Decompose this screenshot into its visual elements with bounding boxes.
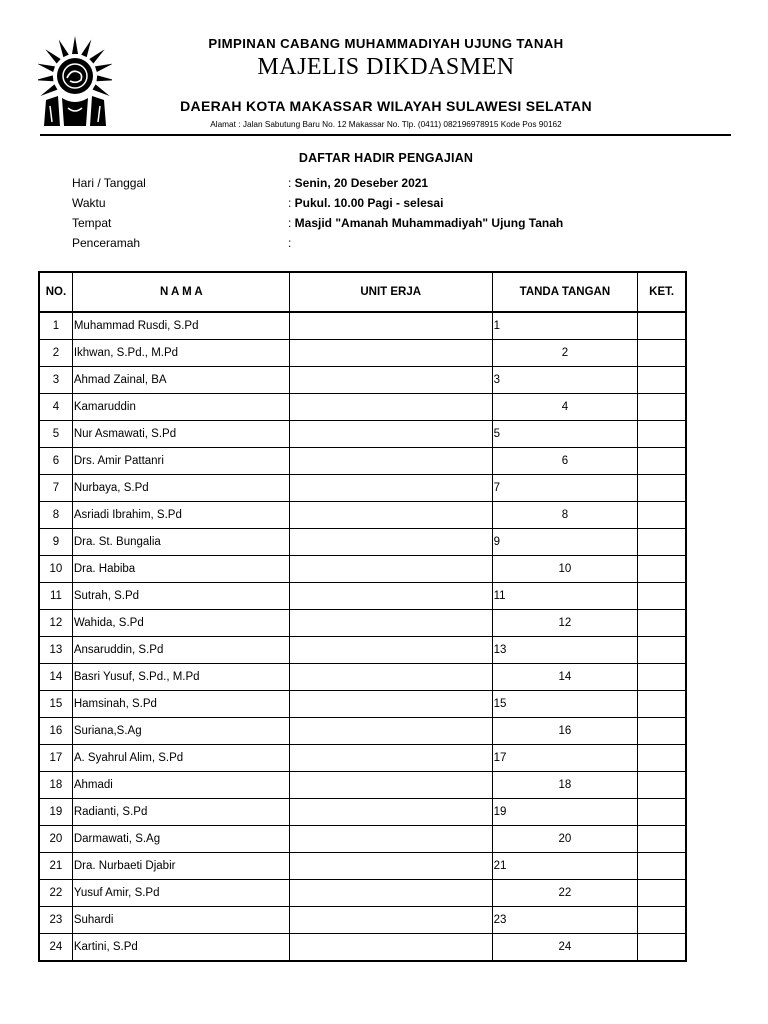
row-number: 23 [39, 907, 72, 934]
table-row [39, 529, 686, 556]
unit-cell [289, 934, 492, 962]
unit-cell [289, 664, 492, 691]
signature-cell: 5 [492, 421, 638, 448]
signature-cell: 7 [492, 475, 638, 502]
info-row-speaker [72, 236, 672, 256]
unit-cell [289, 637, 492, 664]
notes-cell [638, 718, 686, 745]
letterhead-divider [40, 134, 731, 136]
signature-cell: 24 [492, 934, 638, 962]
notes-cell [638, 475, 686, 502]
attendance-table [38, 271, 687, 962]
unit-cell [289, 340, 492, 367]
row-number: 15 [39, 691, 72, 718]
row-number: 5 [39, 421, 72, 448]
attendee-name: Suriana,S.Ag [72, 718, 289, 745]
info-row-place [72, 216, 672, 236]
unit-cell [289, 799, 492, 826]
row-number: 19 [39, 799, 72, 826]
table-row [39, 367, 686, 394]
notes-cell [638, 880, 686, 907]
unit-cell [289, 907, 492, 934]
row-number: 2 [39, 340, 72, 367]
attendee-name: Radianti, S.Pd [72, 799, 289, 826]
region-line: DAERAH KOTA MAKASSAR WILAYAH SULAWESI SELATAN [180, 98, 592, 114]
signature-cell: 3 [492, 367, 638, 394]
row-number: 11 [39, 583, 72, 610]
signature-cell: 16 [492, 718, 638, 745]
notes-cell [638, 340, 686, 367]
row-number: 9 [39, 529, 72, 556]
row-number: 8 [39, 502, 72, 529]
signature-cell: 1 [492, 312, 638, 340]
attendee-name: Sutrah, S.Pd [72, 583, 289, 610]
table-row [39, 799, 686, 826]
notes-cell [638, 826, 686, 853]
document-title: DAFTAR HADIR PENGAJIAN [298, 151, 474, 165]
attendee-name: Yusuf Amir, S.Pd [72, 880, 289, 907]
row-number: 4 [39, 394, 72, 421]
notes-cell [638, 394, 686, 421]
info-value-container: : Senin, 20 Deseber 2021 [288, 176, 429, 190]
attendee-name: Nur Asmawati, S.Pd [72, 421, 289, 448]
signature-cell: 13 [492, 637, 638, 664]
signature-cell: 9 [492, 529, 638, 556]
table-header-row [39, 272, 686, 312]
signature-cell: 2 [492, 340, 638, 367]
info-label: Tempat [72, 216, 112, 230]
row-number: 10 [39, 556, 72, 583]
attendee-name: Ansaruddin, S.Pd [72, 637, 289, 664]
signature-cell: 21 [492, 853, 638, 880]
notes-cell [638, 637, 686, 664]
row-number: 20 [39, 826, 72, 853]
notes-cell [638, 367, 686, 394]
header-name: N A M A [72, 272, 289, 312]
attendee-name: Suhardi [72, 907, 289, 934]
unit-cell [289, 853, 492, 880]
unit-cell [289, 691, 492, 718]
notes-cell [638, 691, 686, 718]
row-number: 22 [39, 880, 72, 907]
signature-cell: 22 [492, 880, 638, 907]
attendee-name: Wahida, S.Pd [72, 610, 289, 637]
signature-cell: 23 [492, 907, 638, 934]
unit-cell [289, 826, 492, 853]
notes-cell [638, 529, 686, 556]
attendee-name: Ikhwan, S.Pd., M.Pd [72, 340, 289, 367]
unit-cell [289, 421, 492, 448]
notes-cell [638, 502, 686, 529]
unit-cell [289, 772, 492, 799]
signature-cell: 17 [492, 745, 638, 772]
row-number: 6 [39, 448, 72, 475]
table-row [39, 312, 686, 340]
row-number: 21 [39, 853, 72, 880]
event-info [72, 176, 672, 256]
table-row [39, 745, 686, 772]
attendee-name: Hamsinah, S.Pd [72, 691, 289, 718]
notes-cell [638, 610, 686, 637]
info-row-time [72, 196, 672, 216]
attendee-name: Dra. Nurbaeti Djabir [72, 853, 289, 880]
table-row [39, 664, 686, 691]
table-row [39, 880, 686, 907]
unit-cell [289, 745, 492, 772]
unit-cell [289, 448, 492, 475]
unit-cell [289, 556, 492, 583]
attendee-name: Darmawati, S.Ag [72, 826, 289, 853]
notes-cell [638, 745, 686, 772]
table-row [39, 826, 686, 853]
notes-cell [638, 772, 686, 799]
unit-cell [289, 394, 492, 421]
row-number: 18 [39, 772, 72, 799]
signature-cell: 6 [492, 448, 638, 475]
table-row [39, 421, 686, 448]
unit-cell [289, 610, 492, 637]
signature-cell: 8 [492, 502, 638, 529]
notes-cell [638, 583, 686, 610]
org-name-line: PIMPINAN CABANG MUHAMMADIYAH UJUNG TANAH [208, 36, 564, 51]
info-label: Waktu [72, 196, 106, 210]
unit-cell [289, 367, 492, 394]
attendee-name: Asriadi Ibrahim, S.Pd [72, 502, 289, 529]
notes-cell [638, 556, 686, 583]
table-row [39, 556, 686, 583]
signature-cell: 18 [492, 772, 638, 799]
row-number: 24 [39, 934, 72, 962]
row-number: 3 [39, 367, 72, 394]
unit-cell [289, 529, 492, 556]
unit-cell [289, 502, 492, 529]
signature-cell: 14 [492, 664, 638, 691]
header-unit: UNIT ERJA [289, 272, 492, 312]
row-number: 17 [39, 745, 72, 772]
table-row [39, 610, 686, 637]
row-number: 14 [39, 664, 72, 691]
info-row-date [72, 176, 672, 196]
info-value-container: : [288, 236, 292, 250]
row-number: 16 [39, 718, 72, 745]
table-row [39, 853, 686, 880]
attendee-name: Ahmadi [72, 772, 289, 799]
attendee-name: A. Syahrul Alim, S.Pd [72, 745, 289, 772]
attendee-name: Dra. St. Bungalia [72, 529, 289, 556]
council-name: MAJELIS DIKDASMEN [257, 54, 515, 80]
table-row [39, 394, 686, 421]
table-row [39, 448, 686, 475]
table-row [39, 637, 686, 664]
info-value: Masjid "Amanah Muhammadiyah" Ujung Tanah [294, 216, 564, 230]
table-row [39, 772, 686, 799]
signature-cell: 11 [492, 583, 638, 610]
attendee-name: Kamaruddin [72, 394, 289, 421]
table-row [39, 907, 686, 934]
signature-cell: 4 [492, 394, 638, 421]
info-label: Penceramah [72, 236, 141, 250]
unit-cell [289, 583, 492, 610]
table-row [39, 475, 686, 502]
info-value: Pukul. 10.00 Pagi - selesai [294, 196, 444, 210]
row-number: 12 [39, 610, 72, 637]
info-label: Hari / Tanggal [72, 176, 146, 190]
signature-cell: 15 [492, 691, 638, 718]
signature-cell: 12 [492, 610, 638, 637]
table-row [39, 934, 686, 962]
table-row [39, 502, 686, 529]
row-number: 1 [39, 312, 72, 340]
info-value-container: : Masjid "Amanah Muhammadiyah" Ujung Tanah [288, 216, 564, 230]
signature-cell: 10 [492, 556, 638, 583]
unit-cell [289, 718, 492, 745]
attendee-name: Nurbaya, S.Pd [72, 475, 289, 502]
notes-cell [638, 664, 686, 691]
attendee-name: Kartini, S.Pd [72, 934, 289, 962]
notes-cell [638, 907, 686, 934]
unit-cell [289, 475, 492, 502]
attendee-name: Muhammad Rusdi, S.Pd [72, 312, 289, 340]
table-row [39, 583, 686, 610]
notes-cell [638, 421, 686, 448]
info-value: Senin, 20 Deseber 2021 [294, 176, 429, 190]
header-signature: TANDA TANGAN [492, 272, 638, 312]
unit-cell [289, 880, 492, 907]
muhammadiyah-sun-logo-icon [38, 36, 112, 128]
notes-cell [638, 853, 686, 880]
table-row [39, 340, 686, 367]
info-value-container: : Pukul. 10.00 Pagi - selesai [288, 196, 444, 210]
row-number: 7 [39, 475, 72, 502]
attendee-name: Ahmad Zainal, BA [72, 367, 289, 394]
header-notes: KET. [638, 272, 686, 312]
signature-cell: 19 [492, 799, 638, 826]
notes-cell [638, 934, 686, 962]
address-line: Alamat : Jalan Sabutung Baru No. 12 Makassar No. Tlp. (0411) 082196978915 Kode Pos 90162 [210, 119, 562, 129]
table-row [39, 691, 686, 718]
unit-cell [289, 312, 492, 340]
notes-cell [638, 799, 686, 826]
attendee-name: Dra. Habiba [72, 556, 289, 583]
attendee-name: Drs. Amir Pattanri [72, 448, 289, 475]
row-number: 13 [39, 637, 72, 664]
signature-cell: 20 [492, 826, 638, 853]
table-row [39, 718, 686, 745]
notes-cell [638, 448, 686, 475]
notes-cell [638, 312, 686, 340]
attendee-name: Basri Yusuf, S.Pd., M.Pd [72, 664, 289, 691]
header-no: NO. [39, 272, 72, 312]
